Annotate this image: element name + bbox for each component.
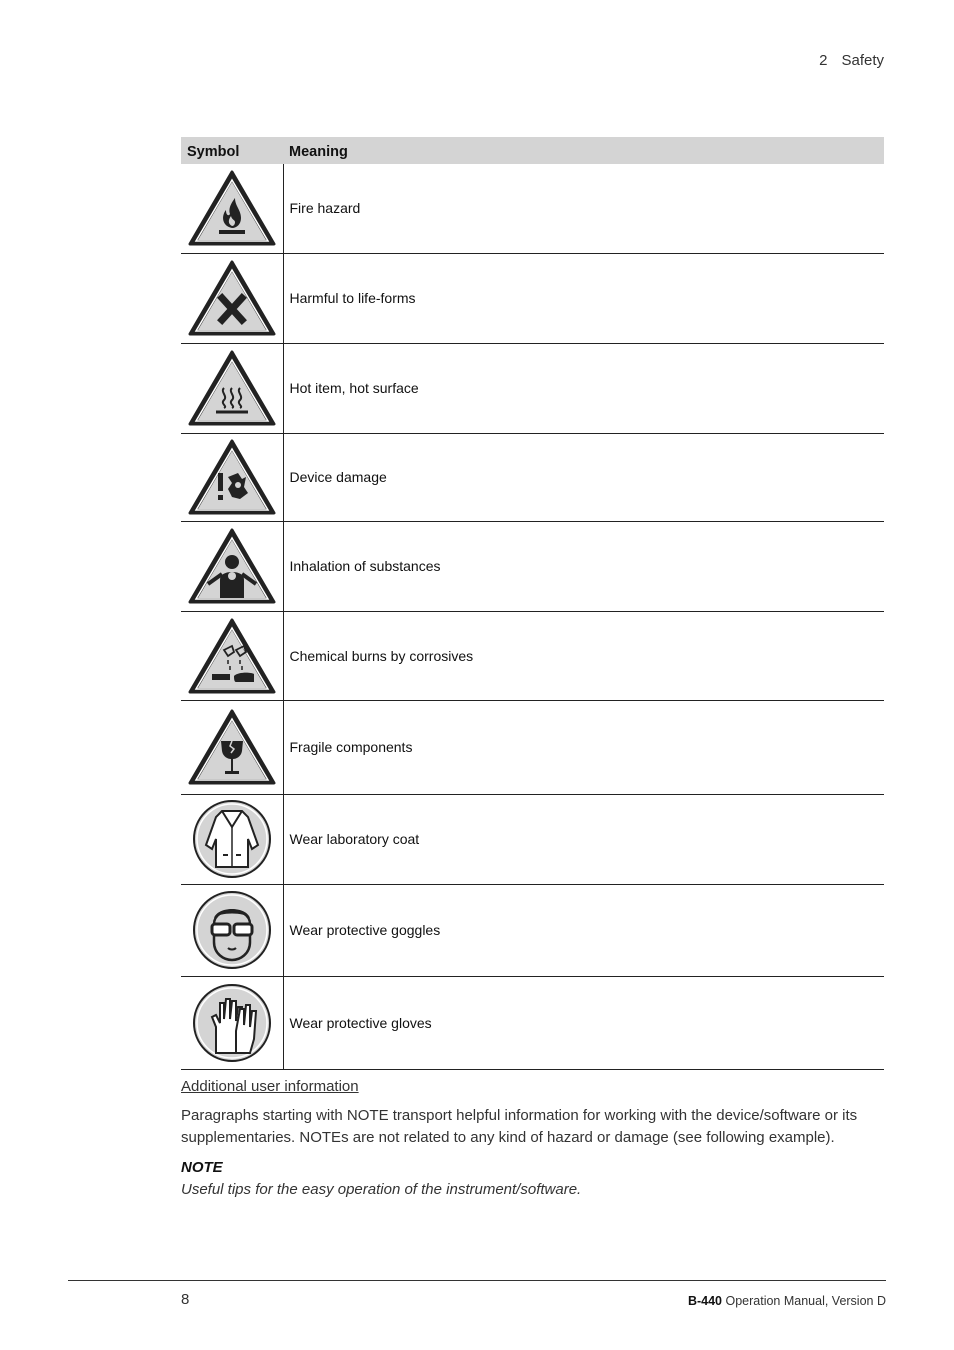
- symbol-table: [181, 137, 884, 1070]
- page-number: 8: [181, 1291, 190, 1308]
- table-row: [181, 343, 884, 433]
- doc-title: Operation Manual, Version D: [725, 1294, 886, 1308]
- footer-doc-title: [688, 1294, 886, 1308]
- meaning-cell: Fire hazard: [283, 164, 884, 253]
- meaning-cell: Hot item, hot surface: [283, 343, 884, 433]
- lab-coat-icon: [190, 797, 274, 881]
- column-header-symbol: Symbol: [181, 137, 283, 164]
- meaning-cell: Harmful to life-forms: [283, 253, 884, 343]
- table-row: [181, 884, 884, 976]
- table-row: [181, 164, 884, 253]
- page-header: [819, 52, 884, 69]
- meaning-cell: Chemical burns by corrosives: [283, 611, 884, 700]
- meaning-cell: Wear protective gloves: [283, 976, 884, 1069]
- meaning-cell: Fragile components: [283, 700, 884, 794]
- hot-surface-icon: [188, 348, 276, 428]
- table-row: [181, 433, 884, 521]
- product-name: B-440: [687, 1294, 722, 1308]
- inhalation-icon: [188, 526, 276, 606]
- chapter-number: 2: [819, 52, 828, 69]
- meaning-cell: Wear laboratory coat: [283, 794, 884, 884]
- chapter-title: Safety: [841, 52, 884, 69]
- footer-divider: [68, 1280, 886, 1281]
- table-row: [181, 521, 884, 611]
- fragile-icon: [188, 707, 276, 787]
- meaning-cell: Device damage: [283, 433, 884, 521]
- harmful-icon: [188, 258, 276, 338]
- meaning-cell: Inhalation of substances: [283, 521, 884, 611]
- table-row: [181, 700, 884, 794]
- goggles-icon: [190, 888, 274, 972]
- note-text: Useful tips for the easy operation of the instrument/software.: [181, 1181, 582, 1198]
- table-row: [181, 794, 884, 884]
- corrosive-icon: [188, 616, 276, 696]
- meaning-cell: Wear protective goggles: [283, 884, 884, 976]
- gloves-icon: [190, 981, 274, 1065]
- column-header-meaning: Meaning: [283, 137, 884, 164]
- section-paragraph: Paragraphs starting with NOTE transport helpful information for working with the device/software or its supplementaries. NOTEs are not related to any kind of hazard or damage (see following example).: [181, 1107, 858, 1146]
- table-header-row: [181, 137, 884, 164]
- section-title: Additional user information: [181, 1078, 359, 1095]
- table-row: [181, 611, 884, 700]
- table-row: [181, 976, 884, 1069]
- table-row: [181, 253, 884, 343]
- fire-hazard-icon: [188, 168, 276, 248]
- note-title: NOTE: [181, 1159, 223, 1176]
- device-damage-icon: [188, 437, 276, 517]
